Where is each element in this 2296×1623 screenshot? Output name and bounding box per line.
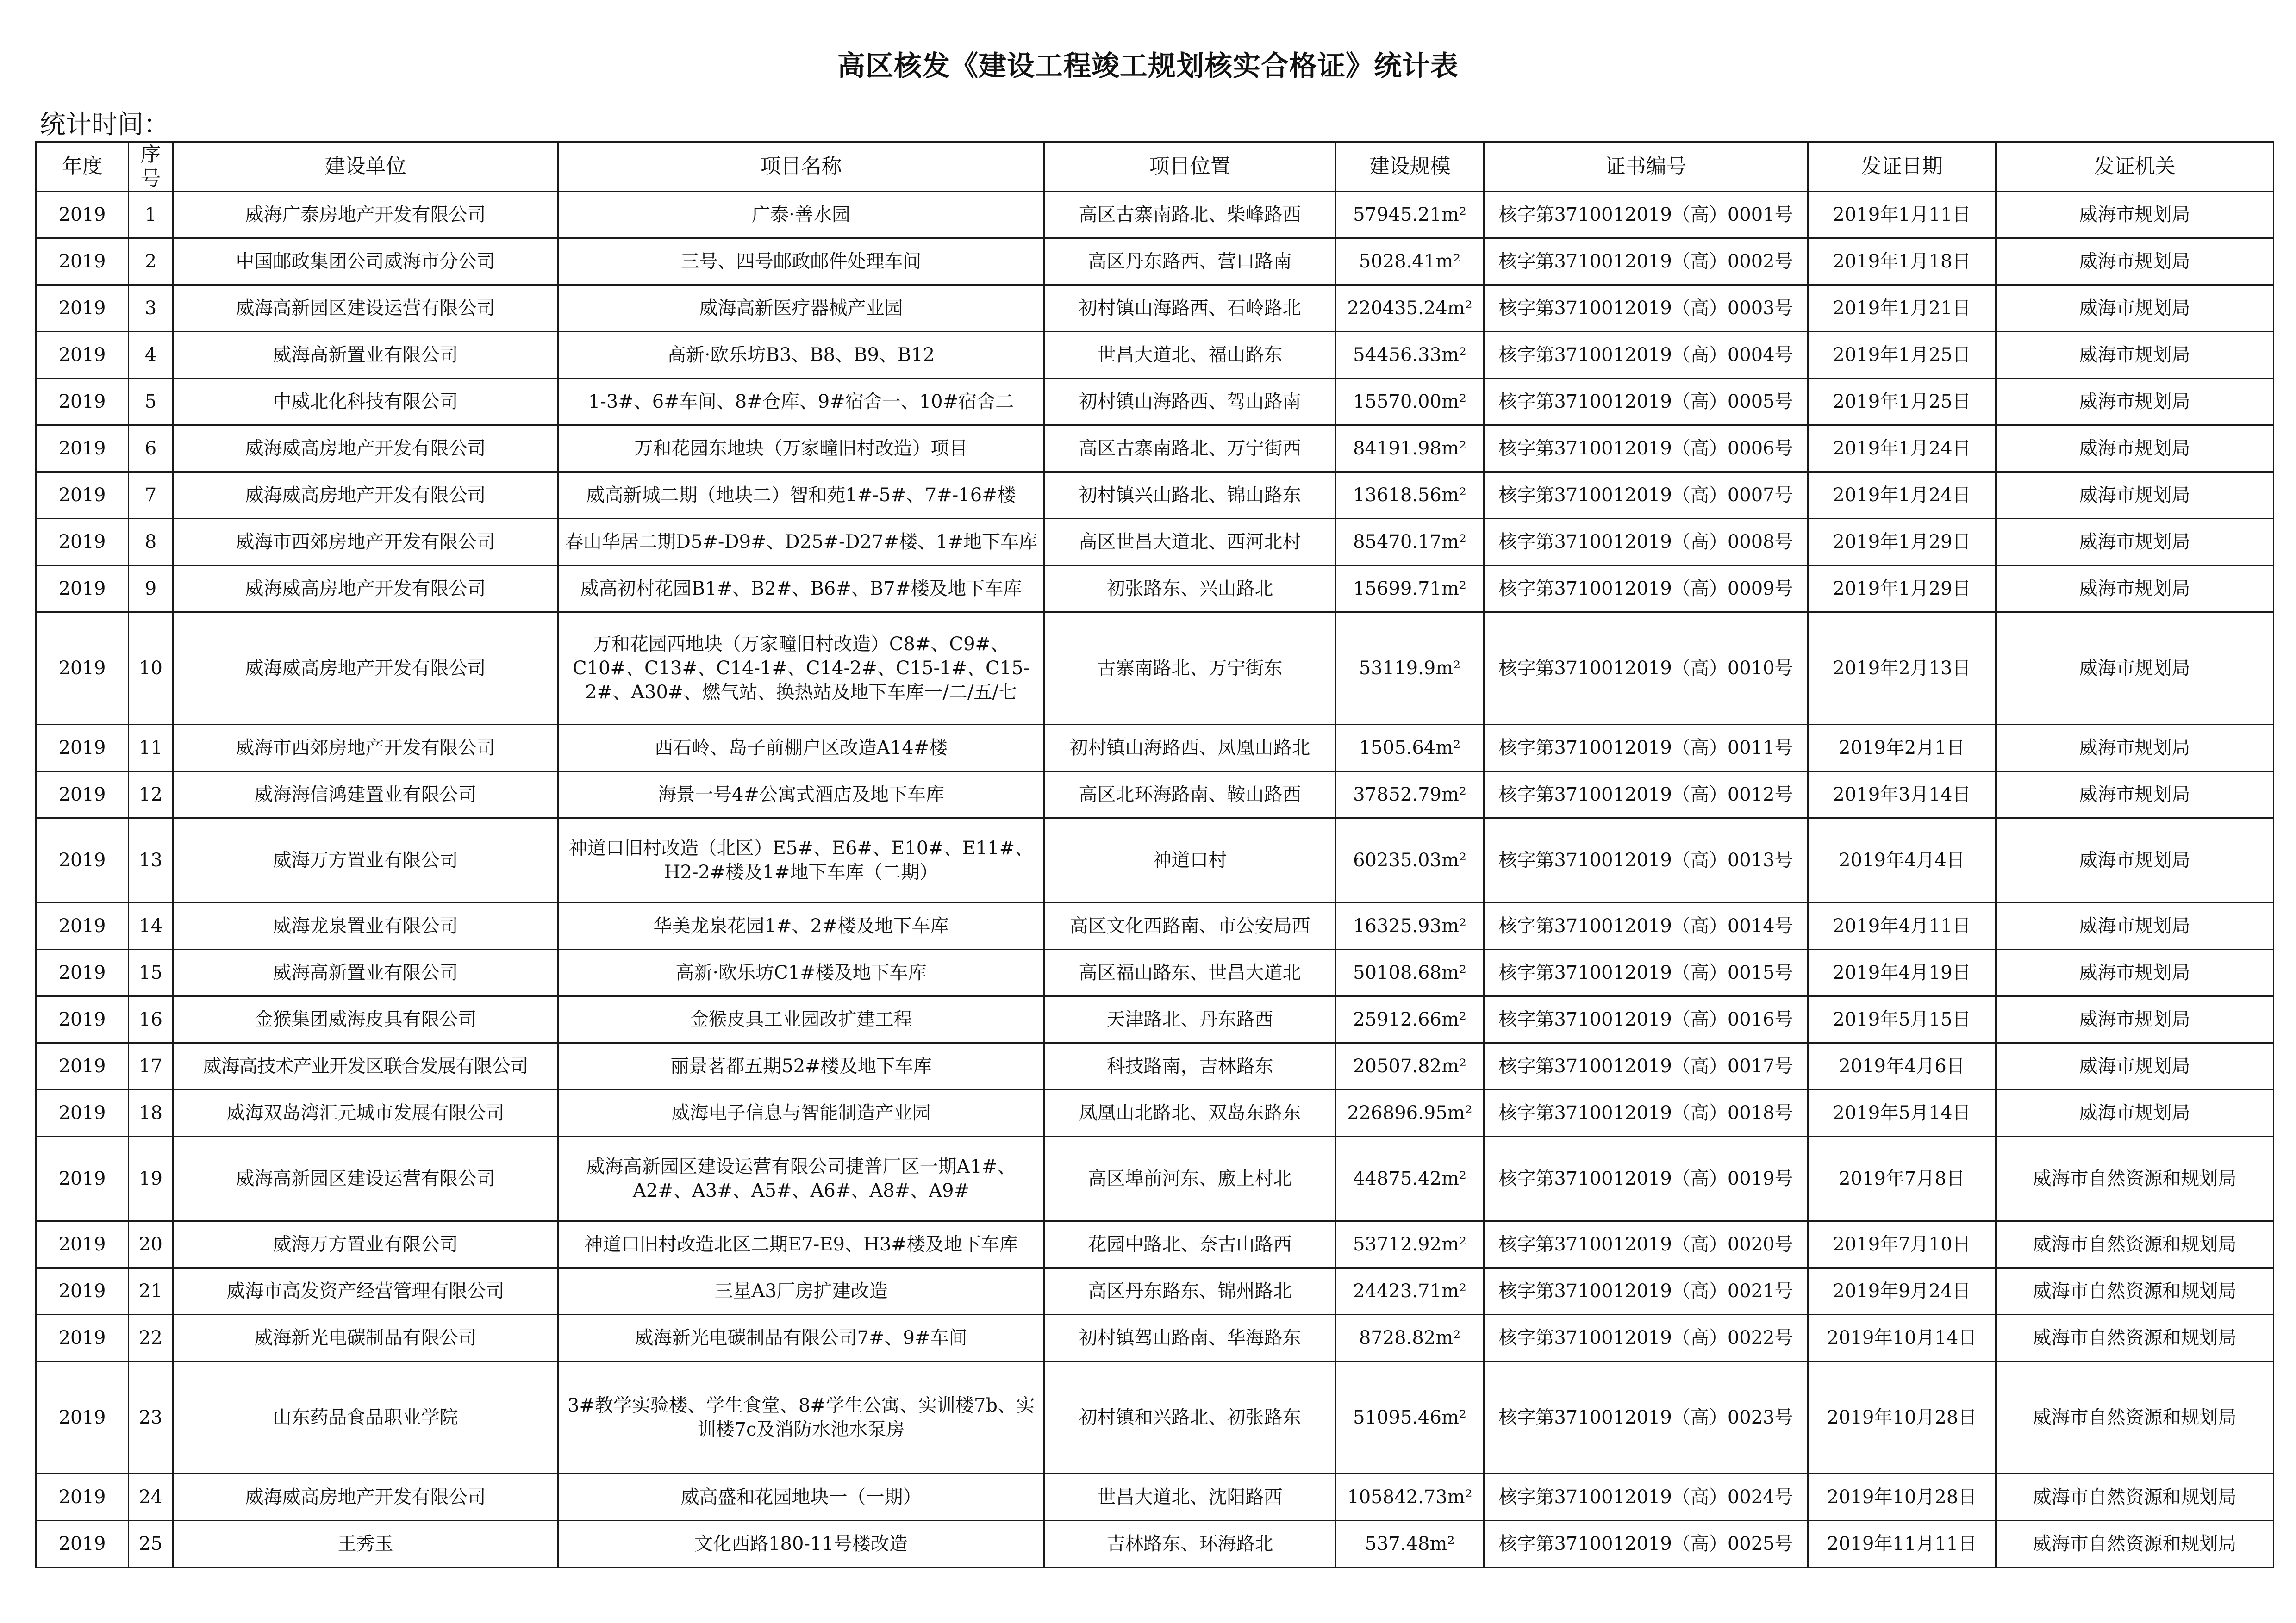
header-row	[36, 142, 2274, 192]
cell-year: 2019	[36, 1268, 129, 1315]
cell-scale: 226896.95m²	[1336, 1090, 1484, 1137]
cell-unit: 威海高新置业有限公司	[173, 332, 558, 379]
cell-authority: 威海市规划局	[1996, 771, 2274, 818]
column-header: 项目位置	[1044, 142, 1336, 192]
cell-year: 2019	[36, 725, 129, 771]
cell-authority: 威海市自然资源和规划局	[1996, 1521, 2274, 1567]
column-header: 建设规模	[1336, 142, 1484, 192]
cell-project: 威海高新医疗器械产业园	[558, 285, 1044, 332]
cell-unit: 威海广泰房地产开发有限公司	[173, 192, 558, 238]
cell-project: 高新·欧乐坊C1#楼及地下车库	[558, 950, 1044, 996]
cell-cert: 核字第3710012019（高）0016号	[1484, 996, 1808, 1043]
cell-number: 18	[129, 1090, 173, 1137]
cell-project: 春山华居二期D5#-D9#、D25#-D27#楼、1#地下车库	[558, 519, 1044, 566]
cell-number: 9	[129, 566, 173, 612]
cell-authority: 威海市自然资源和规划局	[1996, 1137, 2274, 1221]
cell-project: 万和花园东地块（万家疃旧村改造）项目	[558, 425, 1044, 472]
table-row	[36, 332, 2274, 379]
table-row	[36, 425, 2274, 472]
cell-year: 2019	[36, 472, 129, 519]
cell-location: 初村镇山海路西、凤凰山路北	[1044, 725, 1336, 771]
cell-location: 高区北环海路南、鞍山路西	[1044, 771, 1336, 818]
cell-cert: 核字第3710012019（高）0025号	[1484, 1521, 1808, 1567]
cell-project: 神道口旧村改造北区二期E7-E9、H3#楼及地下车库	[558, 1221, 1044, 1268]
cell-unit: 威海威高房地产开发有限公司	[173, 472, 558, 519]
cell-unit: 王秀玉	[173, 1521, 558, 1567]
cell-date: 2019年1月25日	[1808, 332, 1996, 379]
cell-unit: 威海高新置业有限公司	[173, 950, 558, 996]
cell-number: 13	[129, 818, 173, 903]
table-row	[36, 1043, 2274, 1090]
cell-location: 初村镇驾山路南、华海路东	[1044, 1315, 1336, 1362]
cell-authority: 威海市规划局	[1996, 192, 2274, 238]
cell-cert: 核字第3710012019（高）0002号	[1484, 238, 1808, 285]
table-row	[36, 566, 2274, 612]
cell-unit: 威海威高房地产开发有限公司	[173, 566, 558, 612]
cell-scale: 53712.92m²	[1336, 1221, 1484, 1268]
cell-date: 2019年4月11日	[1808, 903, 1996, 950]
cell-location: 凤凰山北路北、双岛东路东	[1044, 1090, 1336, 1137]
cell-scale: 220435.24m²	[1336, 285, 1484, 332]
cell-cert: 核字第3710012019（高）0019号	[1484, 1137, 1808, 1221]
cell-authority: 威海市规划局	[1996, 1090, 2274, 1137]
cell-year: 2019	[36, 1137, 129, 1221]
cell-scale: 16325.93m²	[1336, 903, 1484, 950]
cell-scale: 5028.41m²	[1336, 238, 1484, 285]
table-row	[36, 818, 2274, 903]
cell-scale: 15699.71m²	[1336, 566, 1484, 612]
cell-number: 5	[129, 379, 173, 425]
cell-number: 19	[129, 1137, 173, 1221]
cell-year: 2019	[36, 996, 129, 1043]
cell-date: 2019年9月24日	[1808, 1268, 1996, 1315]
cell-cert: 核字第3710012019（高）0010号	[1484, 612, 1808, 725]
cell-cert: 核字第3710012019（高）0017号	[1484, 1043, 1808, 1090]
cell-location: 花园中路北、奈古山路西	[1044, 1221, 1336, 1268]
cell-year: 2019	[36, 519, 129, 566]
table-row	[36, 725, 2274, 771]
cell-scale: 20507.82m²	[1336, 1043, 1484, 1090]
records-body	[36, 192, 2274, 1567]
stat-time-label: 统计时间：	[40, 110, 169, 140]
cell-project: 西石岭、岛子前棚户区改造A14#楼	[558, 725, 1044, 771]
cell-date: 2019年7月8日	[1808, 1137, 1996, 1221]
cell-location: 古寨南路北、万宁街东	[1044, 612, 1336, 725]
cell-cert: 核字第3710012019（高）0020号	[1484, 1221, 1808, 1268]
cell-authority: 威海市规划局	[1996, 818, 2274, 903]
cell-location: 初村镇山海路西、石岭路北	[1044, 285, 1336, 332]
cell-cert: 核字第3710012019（高）0001号	[1484, 192, 1808, 238]
cell-location: 神道口村	[1044, 818, 1336, 903]
cell-location: 世昌大道北、福山路东	[1044, 332, 1336, 379]
cell-year: 2019	[36, 285, 129, 332]
cell-cert: 核字第3710012019（高）0013号	[1484, 818, 1808, 903]
cell-number: 24	[129, 1474, 173, 1521]
cell-date: 2019年4月19日	[1808, 950, 1996, 996]
cell-date: 2019年7月10日	[1808, 1221, 1996, 1268]
cell-scale: 85470.17m²	[1336, 519, 1484, 566]
table-row	[36, 1137, 2274, 1221]
cell-cert: 核字第3710012019（高）0014号	[1484, 903, 1808, 950]
cell-project: 威高新城二期（地块二）智和苑1#-5#、7#-16#楼	[558, 472, 1044, 519]
cell-unit: 威海市西郊房地产开发有限公司	[173, 519, 558, 566]
cell-year: 2019	[36, 1043, 129, 1090]
cell-cert: 核字第3710012019（高）0005号	[1484, 379, 1808, 425]
cell-year: 2019	[36, 379, 129, 425]
table-row	[36, 238, 2274, 285]
cell-unit: 威海万方置业有限公司	[173, 1221, 558, 1268]
cell-project: 威海电子信息与智能制造产业园	[558, 1090, 1044, 1137]
cell-date: 2019年1月29日	[1808, 566, 1996, 612]
cell-number: 20	[129, 1221, 173, 1268]
column-header: 发证日期	[1808, 142, 1996, 192]
cell-project: 文化西路180-11号楼改造	[558, 1521, 1044, 1567]
cell-cert: 核字第3710012019（高）0007号	[1484, 472, 1808, 519]
cell-date: 2019年1月18日	[1808, 238, 1996, 285]
cell-scale: 44875.42m²	[1336, 1137, 1484, 1221]
cell-number: 22	[129, 1315, 173, 1362]
cell-cert: 核字第3710012019（高）0008号	[1484, 519, 1808, 566]
cell-project: 神道口旧村改造（北区）E5#、E6#、E10#、E11#、H2-2#楼及1#地下车库（二期）	[558, 818, 1044, 903]
column-header: 项目名称	[558, 142, 1044, 192]
cell-cert: 核字第3710012019（高）0015号	[1484, 950, 1808, 996]
cell-project: 威海新光电碳制品有限公司7#、9#车间	[558, 1315, 1044, 1362]
cell-location: 天津路北、丹东路西	[1044, 996, 1336, 1043]
cell-scale: 37852.79m²	[1336, 771, 1484, 818]
cell-scale: 54456.33m²	[1336, 332, 1484, 379]
cell-authority: 威海市规划局	[1996, 725, 2274, 771]
cell-cert: 核字第3710012019（高）0006号	[1484, 425, 1808, 472]
cell-date: 2019年3月14日	[1808, 771, 1996, 818]
cell-year: 2019	[36, 1521, 129, 1567]
cell-project: 广泰·善水园	[558, 192, 1044, 238]
table-row	[36, 903, 2274, 950]
cell-location: 初村镇和兴路北、初张路东	[1044, 1362, 1336, 1474]
table-row	[36, 771, 2274, 818]
table-row	[36, 379, 2274, 425]
cell-number: 15	[129, 950, 173, 996]
cell-cert: 核字第3710012019（高）0024号	[1484, 1474, 1808, 1521]
cell-authority: 威海市规划局	[1996, 238, 2274, 285]
cell-scale: 51095.46m²	[1336, 1362, 1484, 1474]
cell-authority: 威海市规划局	[1996, 612, 2274, 725]
cell-location: 科技路南，吉林路东	[1044, 1043, 1336, 1090]
cell-project: 金猴皮具工业园改扩建工程	[558, 996, 1044, 1043]
table-row	[36, 1521, 2274, 1567]
records-table	[35, 141, 2274, 1568]
cell-authority: 威海市自然资源和规划局	[1996, 1362, 2274, 1474]
cell-year: 2019	[36, 332, 129, 379]
cell-year: 2019	[36, 950, 129, 996]
cell-project: 威高盛和花园地块一（一期）	[558, 1474, 1044, 1521]
cell-date: 2019年2月13日	[1808, 612, 1996, 725]
cell-year: 2019	[36, 1090, 129, 1137]
cell-location: 高区丹东路东、锦州路北	[1044, 1268, 1336, 1315]
cell-location: 初村镇兴山路北、锦山路东	[1044, 472, 1336, 519]
cell-scale: 1505.64m²	[1336, 725, 1484, 771]
cell-date: 2019年10月28日	[1808, 1474, 1996, 1521]
cell-date: 2019年1月25日	[1808, 379, 1996, 425]
cell-location: 世昌大道北、沈阳路西	[1044, 1474, 1336, 1521]
cell-date: 2019年1月24日	[1808, 472, 1996, 519]
cell-authority: 威海市自然资源和规划局	[1996, 1221, 2274, 1268]
cell-location: 初张路东、兴山路北	[1044, 566, 1336, 612]
cell-location: 高区古寨南路北、柴峰路西	[1044, 192, 1336, 238]
cell-year: 2019	[36, 1315, 129, 1362]
column-header: 年度	[36, 142, 129, 192]
cell-year: 2019	[36, 1362, 129, 1474]
cell-year: 2019	[36, 1474, 129, 1521]
cell-project: 三星A3厂房扩建改造	[558, 1268, 1044, 1315]
cell-project: 万和花园西地块（万家疃旧村改造）C8#、C9#、C10#、C13#、C14-1#、C14-2#、C15-1#、C15-2#、A30#、燃气站、换热站及地下车库一/二/五/七	[558, 612, 1044, 725]
cell-date: 2019年1月11日	[1808, 192, 1996, 238]
cell-date: 2019年2月1日	[1808, 725, 1996, 771]
cell-location: 高区古寨南路北、万宁街西	[1044, 425, 1336, 472]
cell-authority: 威海市自然资源和规划局	[1996, 1315, 2274, 1362]
cell-project: 3#教学实验楼、学生食堂、8#学生公寓、实训楼7b、实训楼7c及消防水池水泵房	[558, 1362, 1044, 1474]
cell-cert: 核字第3710012019（高）0023号	[1484, 1362, 1808, 1474]
page-title: 高区核发《建设工程竣工规划核实合格证》统计表	[837, 50, 1459, 82]
cell-scale: 15570.00m²	[1336, 379, 1484, 425]
cell-number: 10	[129, 612, 173, 725]
cell-scale: 53119.9m²	[1336, 612, 1484, 725]
cell-cert: 核字第3710012019（高）0018号	[1484, 1090, 1808, 1137]
cell-number: 11	[129, 725, 173, 771]
cell-year: 2019	[36, 238, 129, 285]
cell-authority: 威海市规划局	[1996, 996, 2274, 1043]
cell-unit: 威海高技术产业开发区联合发展有限公司	[173, 1043, 558, 1090]
cell-year: 2019	[36, 425, 129, 472]
cell-date: 2019年1月21日	[1808, 285, 1996, 332]
cell-scale: 25912.66m²	[1336, 996, 1484, 1043]
cell-project: 高新·欧乐坊B3、B8、B9、B12	[558, 332, 1044, 379]
cell-year: 2019	[36, 771, 129, 818]
cell-cert: 核字第3710012019（高）0012号	[1484, 771, 1808, 818]
cell-authority: 威海市规划局	[1996, 379, 2274, 425]
table-row	[36, 950, 2274, 996]
cell-year: 2019	[36, 192, 129, 238]
cell-number: 1	[129, 192, 173, 238]
cell-authority: 威海市规划局	[1996, 1043, 2274, 1090]
cell-year: 2019	[36, 818, 129, 903]
cell-scale: 105842.73m²	[1336, 1474, 1484, 1521]
cell-scale: 537.48m²	[1336, 1521, 1484, 1567]
cell-date: 2019年5月14日	[1808, 1090, 1996, 1137]
cell-project: 威海高新园区建设运营有限公司捷普厂区一期A1#、A2#、A3#、A5#、A6#、A8#、A9#	[558, 1137, 1044, 1221]
column-header: 发证机关	[1996, 142, 2274, 192]
cell-cert: 核字第3710012019（高）0022号	[1484, 1315, 1808, 1362]
table-row	[36, 1315, 2274, 1362]
cell-scale: 57945.21m²	[1336, 192, 1484, 238]
cell-number: 6	[129, 425, 173, 472]
table-row	[36, 996, 2274, 1043]
cell-date: 2019年5月15日	[1808, 996, 1996, 1043]
cell-project: 1-3#、6#车间、8#仓库、9#宿舍一、10#宿舍二	[558, 379, 1044, 425]
table-row	[36, 1221, 2274, 1268]
cell-year: 2019	[36, 612, 129, 725]
cell-authority: 威海市规划局	[1996, 425, 2274, 472]
table-row	[36, 472, 2274, 519]
column-header: 建设单位	[173, 142, 558, 192]
cell-location: 高区福山路东、世昌大道北	[1044, 950, 1336, 996]
cell-unit: 威海新光电碳制品有限公司	[173, 1315, 558, 1362]
cell-date: 2019年10月14日	[1808, 1315, 1996, 1362]
cell-scale: 50108.68m²	[1336, 950, 1484, 996]
cell-cert: 核字第3710012019（高）0004号	[1484, 332, 1808, 379]
cell-authority: 威海市规划局	[1996, 566, 2274, 612]
cell-unit: 威海双岛湾汇元城市发展有限公司	[173, 1090, 558, 1137]
cell-unit: 威海龙泉置业有限公司	[173, 903, 558, 950]
table-row	[36, 1362, 2274, 1474]
cell-number: 4	[129, 332, 173, 379]
cell-year: 2019	[36, 566, 129, 612]
cell-unit: 威海威高房地产开发有限公司	[173, 1474, 558, 1521]
cell-unit: 中国邮政集团公司威海市分公司	[173, 238, 558, 285]
cell-number: 3	[129, 285, 173, 332]
cell-unit: 威海市西郊房地产开发有限公司	[173, 725, 558, 771]
cell-number: 12	[129, 771, 173, 818]
cell-number: 17	[129, 1043, 173, 1090]
table-row	[36, 192, 2274, 238]
cell-number: 2	[129, 238, 173, 285]
cell-number: 21	[129, 1268, 173, 1315]
cell-cert: 核字第3710012019（高）0021号	[1484, 1268, 1808, 1315]
cell-authority: 威海市自然资源和规划局	[1996, 1268, 2274, 1315]
cell-location: 高区埠前河东、廒上村北	[1044, 1137, 1336, 1221]
cell-date: 2019年1月24日	[1808, 425, 1996, 472]
cell-scale: 84191.98m²	[1336, 425, 1484, 472]
cell-unit: 威海威高房地产开发有限公司	[173, 612, 558, 725]
cell-authority: 威海市规划局	[1996, 903, 2274, 950]
table-row	[36, 285, 2274, 332]
cell-cert: 核字第3710012019（高）0003号	[1484, 285, 1808, 332]
cell-authority: 威海市自然资源和规划局	[1996, 1474, 2274, 1521]
cell-scale: 60235.03m²	[1336, 818, 1484, 903]
cell-authority: 威海市规划局	[1996, 285, 2274, 332]
cell-unit: 威海万方置业有限公司	[173, 818, 558, 903]
cell-number: 25	[129, 1521, 173, 1567]
cell-unit: 中威北化科技有限公司	[173, 379, 558, 425]
cell-date: 2019年4月6日	[1808, 1043, 1996, 1090]
cell-date: 2019年11月11日	[1808, 1521, 1996, 1567]
cell-location: 初村镇山海路西、驾山路南	[1044, 379, 1336, 425]
cell-authority: 威海市规划局	[1996, 332, 2274, 379]
cell-number: 16	[129, 996, 173, 1043]
cell-number: 7	[129, 472, 173, 519]
table-row	[36, 1090, 2274, 1137]
cell-scale: 24423.71m²	[1336, 1268, 1484, 1315]
table-row	[36, 1474, 2274, 1521]
cell-unit: 山东药品食品职业学院	[173, 1362, 558, 1474]
cell-number: 8	[129, 519, 173, 566]
cell-location: 吉林路东、环海路北	[1044, 1521, 1336, 1567]
cell-authority: 威海市规划局	[1996, 472, 2274, 519]
cell-project: 丽景茗都五期52#楼及地下车库	[558, 1043, 1044, 1090]
cell-date: 2019年4月4日	[1808, 818, 1996, 903]
cell-date: 2019年10月28日	[1808, 1362, 1996, 1474]
cell-cert: 核字第3710012019（高）0011号	[1484, 725, 1808, 771]
cell-cert: 核字第3710012019（高）0009号	[1484, 566, 1808, 612]
cell-location: 高区丹东路西、营口路南	[1044, 238, 1336, 285]
cell-project: 威高初村花园B1#、B2#、B6#、B7#楼及地下车库	[558, 566, 1044, 612]
cell-unit: 金猴集团威海皮具有限公司	[173, 996, 558, 1043]
cell-location: 高区世昌大道北、西河北村	[1044, 519, 1336, 566]
cell-scale: 13618.56m²	[1336, 472, 1484, 519]
cell-scale: 8728.82m²	[1336, 1315, 1484, 1362]
cell-number: 23	[129, 1362, 173, 1474]
cell-unit: 威海海信鸿建置业有限公司	[173, 771, 558, 818]
cell-project: 海景一号4#公寓式酒店及地下车库	[558, 771, 1044, 818]
cell-unit: 威海威高房地产开发有限公司	[173, 425, 558, 472]
cell-authority: 威海市规划局	[1996, 950, 2274, 996]
cell-unit: 威海市高发资产经营管理有限公司	[173, 1268, 558, 1315]
table-row	[36, 519, 2274, 566]
cell-unit: 威海高新园区建设运营有限公司	[173, 1137, 558, 1221]
cell-date: 2019年1月29日	[1808, 519, 1996, 566]
cell-project: 华美龙泉花园1#、2#楼及地下车库	[558, 903, 1044, 950]
cell-year: 2019	[36, 903, 129, 950]
cell-project: 三号、四号邮政邮件处理车间	[558, 238, 1044, 285]
table-row	[36, 612, 2274, 725]
column-header: 序号	[129, 142, 173, 192]
cell-number: 14	[129, 903, 173, 950]
table-row	[36, 1268, 2274, 1315]
column-header: 证书编号	[1484, 142, 1808, 192]
cell-location: 高区文化西路南、市公安局西	[1044, 903, 1336, 950]
cell-year: 2019	[36, 1221, 129, 1268]
cell-authority: 威海市规划局	[1996, 519, 2274, 566]
cell-unit: 威海高新园区建设运营有限公司	[173, 285, 558, 332]
